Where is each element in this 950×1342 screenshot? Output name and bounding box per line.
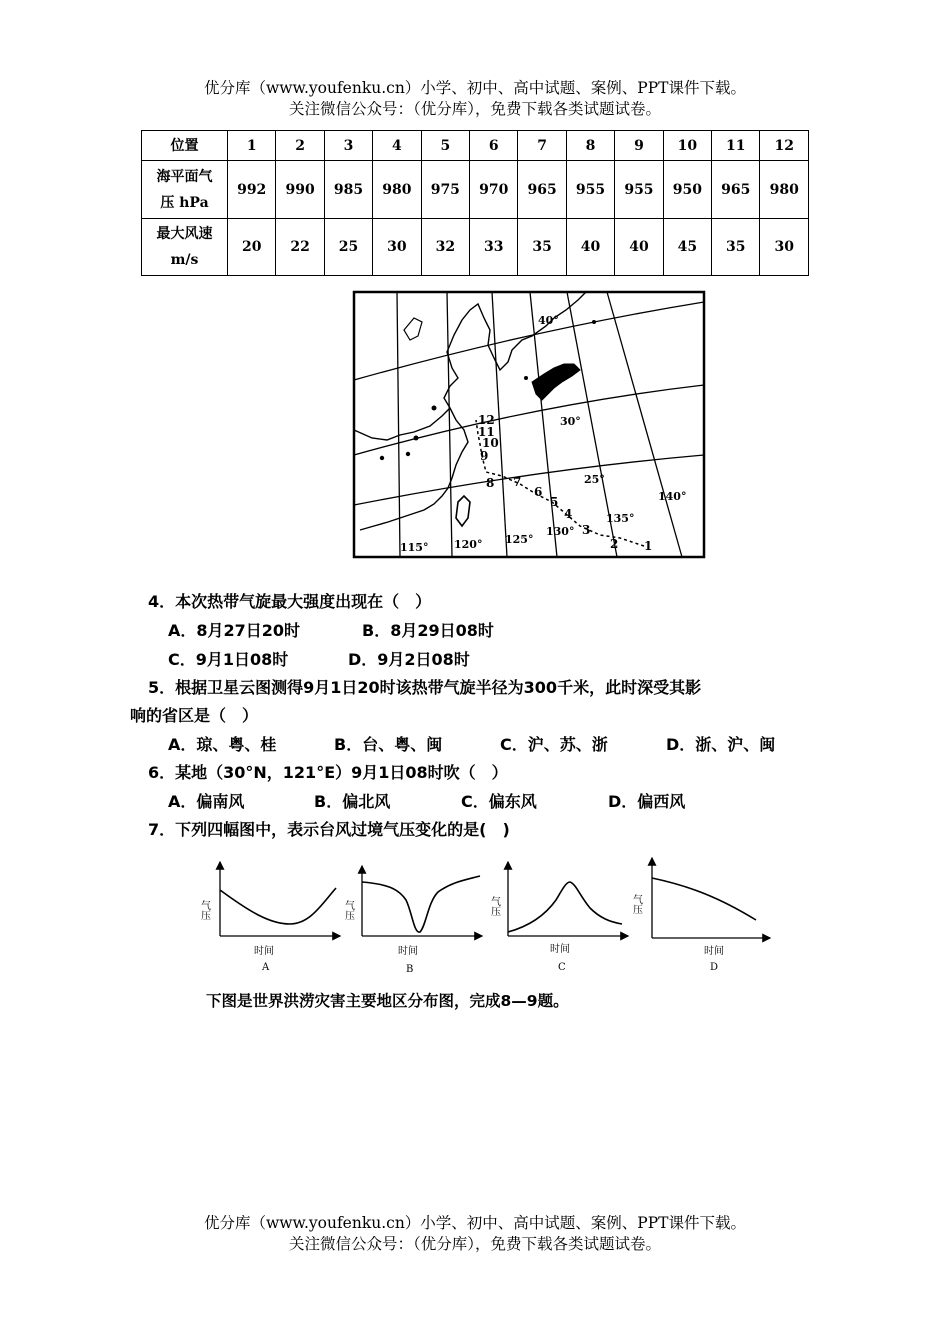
table-cell: 35 xyxy=(712,219,760,276)
table-cell: 30 xyxy=(373,219,421,276)
longitude-label: 115° xyxy=(400,541,429,554)
table-cell: 2 xyxy=(276,131,324,161)
curve-c xyxy=(508,882,622,932)
table-cell: 8 xyxy=(566,131,614,161)
track-point-label: 10 xyxy=(482,436,499,450)
wind-label-1: 最大风速 xyxy=(156,226,213,242)
q6-option-b: B．偏北风 xyxy=(314,792,391,811)
table-cell: 45 xyxy=(663,219,711,276)
table-cell: 3 xyxy=(324,131,372,161)
track-point-label: 7 xyxy=(513,475,522,489)
track-point-label: 8 xyxy=(486,476,495,490)
table-cell: 955 xyxy=(566,161,614,219)
table-cell: 12 xyxy=(760,131,809,161)
table-cell: 9 xyxy=(615,131,663,161)
island-dot xyxy=(406,452,410,456)
q4-option-a: A．8月27日20时 xyxy=(168,621,301,640)
table-cell: 965 xyxy=(712,161,760,219)
pressure-graphs xyxy=(190,852,790,982)
table-cell: 7 xyxy=(518,131,566,161)
q6-stem: 6．某地（30°N，121°E）9月1日08时吹（ ） xyxy=(148,763,508,782)
table-cell: 990 xyxy=(276,161,324,219)
track-point-label: 11 xyxy=(478,425,495,439)
table-header-position: 位置 xyxy=(142,131,228,161)
table-header-pressure xyxy=(142,161,228,219)
q6-option-d: D．偏西风 xyxy=(608,792,686,811)
table-cell: 950 xyxy=(663,161,711,219)
table-cell: 970 xyxy=(470,161,518,219)
footer-line-1: 优分库（www.youfenku.cn）小学、初中、高中试题、案例、PPT课件下载。 xyxy=(203,1214,747,1232)
axis-label-time: 时间 xyxy=(398,946,418,957)
track-point-label: 5 xyxy=(550,495,559,509)
q6-option-a: A．偏南风 xyxy=(168,792,245,811)
table-cell: 20 xyxy=(228,219,276,276)
table-cell: 1 xyxy=(228,131,276,161)
track-point-label: 12 xyxy=(478,413,495,427)
table-cell: 32 xyxy=(421,219,469,276)
table-cell: 980 xyxy=(760,161,809,219)
latitude-label: 40° xyxy=(538,314,559,327)
graph-panel-c xyxy=(489,862,629,973)
header-line-1: 优分库（www.youfenku.cn）小学、初中、高中试题、案例、PPT课件下载。 xyxy=(203,79,747,97)
graph-panel-a xyxy=(199,862,341,973)
table-cell: 11 xyxy=(712,131,760,161)
axis-label-time: 时间 xyxy=(550,944,570,955)
panel-label-c: C xyxy=(558,962,566,973)
island-dot xyxy=(524,376,528,380)
track-point-label: 9 xyxy=(480,449,489,463)
track-point-label: 6 xyxy=(534,485,543,499)
footer-line-2: 关注微信公众号：（优分库），免费下载各类试题试卷。 xyxy=(288,1235,661,1253)
table-cell: 10 xyxy=(663,131,711,161)
table-cell: 25 xyxy=(324,219,372,276)
track-point-label: 3 xyxy=(582,523,591,537)
curve-d xyxy=(652,878,756,920)
table-cell: 33 xyxy=(470,219,518,276)
q4-option-d: D．9月2日08时 xyxy=(348,650,470,669)
cyclone-data-table xyxy=(141,130,809,276)
table-cell: 30 xyxy=(760,219,809,276)
q4-option-b: B．8月29日08时 xyxy=(362,621,494,640)
q5-stem-line-1: 5．根据卫星云图测得9月1日20时该热带气旋半径为300千米，此时深受其影 xyxy=(148,678,702,697)
island-dot xyxy=(380,456,384,460)
island-dot xyxy=(592,320,596,324)
axis-label-pressure: 气压 xyxy=(630,894,642,914)
header-line-2: 关注微信公众号：（优分库），免费下载各类试题试卷。 xyxy=(288,100,661,118)
graph-panel-b xyxy=(343,866,483,975)
typhoon-track-map xyxy=(352,290,707,560)
axis-label-pressure: 气压 xyxy=(342,900,354,920)
latitude-label: 25° xyxy=(584,473,605,486)
panel-label-d: D xyxy=(710,962,719,973)
table-row-pressure xyxy=(142,161,809,219)
pressure-label-2: 压 hPa xyxy=(160,194,209,211)
island-dot xyxy=(414,436,419,441)
q4-option-c: C．9月1日08时 xyxy=(168,650,289,669)
track-point-label: 2 xyxy=(610,537,619,551)
axis-label-pressure: 气压 xyxy=(198,900,210,920)
track-point-label: 4 xyxy=(564,507,573,521)
table-cell: 5 xyxy=(421,131,469,161)
q5-option-c: C．沪、苏、浙 xyxy=(500,735,608,754)
longitude-label: 130° xyxy=(546,525,575,538)
q6-option-c: C．偏东风 xyxy=(461,792,537,811)
q4-stem: 4．本次热带气旋最大强度出现在（ ） xyxy=(148,592,432,611)
axis-label-time: 时间 xyxy=(704,946,724,957)
longitude-label: 125° xyxy=(505,533,534,546)
longitude-label: 135° xyxy=(606,512,635,525)
longitude-label: 140° xyxy=(658,490,687,503)
q5-option-d: D．浙、沪、闽 xyxy=(666,735,776,754)
table-cell: 985 xyxy=(324,161,372,219)
q5-stem-line-2: 响的省区是（ ） xyxy=(130,706,259,725)
table-cell: 6 xyxy=(470,131,518,161)
axis-label-pressure: 气压 xyxy=(488,896,500,916)
wind-label-2: m/s xyxy=(170,252,199,268)
longitude-label: 120° xyxy=(454,538,483,551)
q7-stem: 7．下列四幅图中，表示台风过境气压变化的是( ) xyxy=(148,820,510,839)
latitude-label: 30° xyxy=(560,415,581,428)
table-row-wind xyxy=(142,219,809,276)
curve-a xyxy=(220,888,336,924)
table-cell: 980 xyxy=(373,161,421,219)
table-cell: 975 xyxy=(421,161,469,219)
axis-label-time: 时间 xyxy=(254,946,274,957)
table-cell: 40 xyxy=(566,219,614,276)
q5-option-b: B．台、粤、闽 xyxy=(334,735,443,754)
table-cell: 955 xyxy=(615,161,663,219)
island-dot xyxy=(432,406,437,411)
table-header-wind xyxy=(142,219,228,276)
pressure-label-1: 海平面气 xyxy=(156,168,213,185)
q5-option-a: A．琼、粤、桂 xyxy=(168,735,277,754)
panel-label-a: A xyxy=(262,962,270,973)
graph-panel-d xyxy=(631,858,771,973)
table-cell: 992 xyxy=(228,161,276,219)
q8-9-intro: 下图是世界洪涝灾害主要地区分布图，完成8—9题。 xyxy=(206,992,569,1010)
table-cell: 35 xyxy=(518,219,566,276)
map-frame xyxy=(354,292,704,557)
table-cell: 4 xyxy=(373,131,421,161)
table-cell: 22 xyxy=(276,219,324,276)
table-cell: 965 xyxy=(518,161,566,219)
table-cell: 40 xyxy=(615,219,663,276)
curve-b xyxy=(362,876,480,932)
table-row-position xyxy=(142,131,809,161)
track-point-label: 1 xyxy=(644,539,653,553)
panel-label-b: B xyxy=(406,964,414,975)
